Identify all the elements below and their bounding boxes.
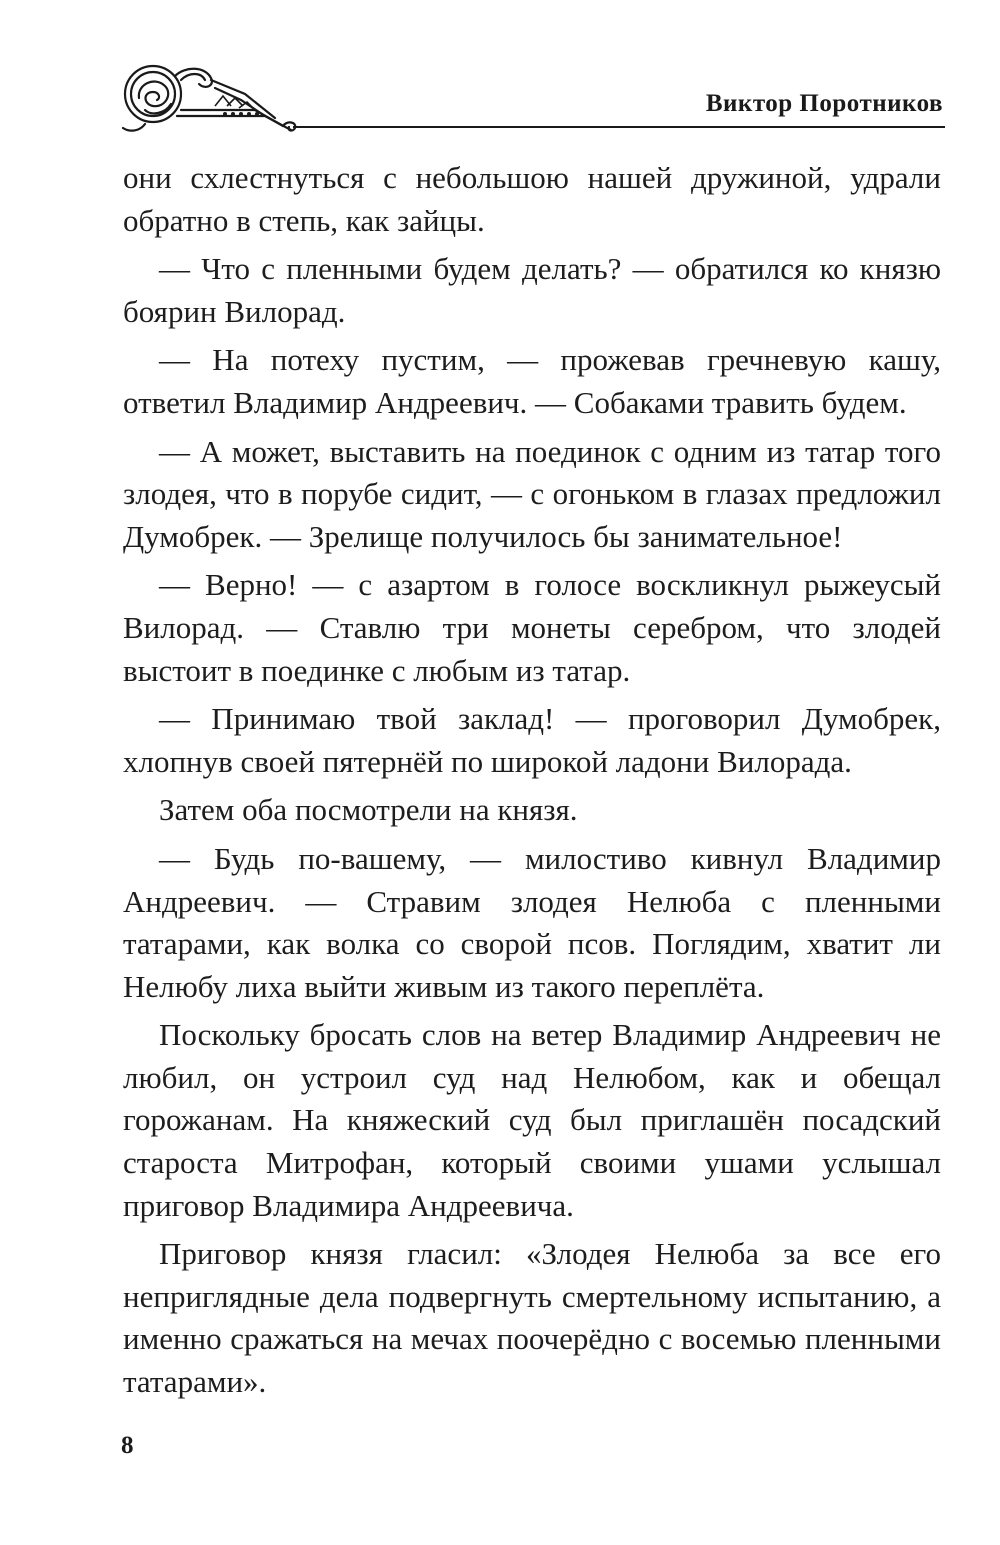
paragraph: — А может, выставить на поединок с одним из татар того злодея, что в порубе сидит, — с огоньком в глазах предложил Думобрек. — Зрелище получилось бы занимательное!: [123, 433, 941, 554]
running-header: [115, 58, 945, 133]
page-number: 8: [121, 1432, 134, 1459]
paragraph: — Будь по-вашему, — милостиво кивнул Владимир Андреевич. — Стравим злодея Нелюба с пленными татарами, как волка со сворой псов. Поглядим, хватит ли Нелюбу лиха выйти живым из такого переплёта.: [123, 840, 941, 1004]
paragraph: — Верно! — с азартом в голосе воскликнул рыжеусый Вилорад. — Ставлю три монеты серебром, что злодей выстоит в поединке с любым из татар.: [123, 567, 941, 688]
paragraph: Затем оба посмотрели на князя.: [159, 792, 578, 828]
ornament-decoration: [115, 58, 300, 133]
header-rule: [293, 126, 945, 128]
author-name: Виктор Поротников: [705, 90, 943, 117]
paragraph: Поскольку бросать слов на ветер Владимир Андреевич не любил, он устроил суд над Нелюбом, как и обещал горожанам. На княжеский суд был приглашён посадский староста Митрофан, который своими ушами услышал приговор Владимира Андреевича.: [123, 1017, 941, 1223]
body-text: [123, 157, 941, 1404]
paragraph: — Что с пленными будем делать? — обратился ко князю боярин Вилорад.: [123, 251, 941, 329]
paragraph: Приговор князя гласил: «Злодея Нелюба за все его неприглядные дела подвергнуть смертельному испытанию, а именно сражаться на мечах поочерёдно с восемью пленными татарами».: [123, 1236, 941, 1400]
paragraph: — Принимаю твой заклад! — проговорил Думобрек, хлопнув своей пятернёй по широкой ладони Вилорада.: [123, 701, 941, 779]
paragraph: — На потеху пустим, — прожевав гречневую кашу, ответил Владимир Андреевич. — Собаками травить будем.: [123, 342, 941, 420]
paragraph: они схлестнуться с небольшою нашей дружиной, удрали обратно в степь, как зайцы.: [123, 160, 941, 238]
